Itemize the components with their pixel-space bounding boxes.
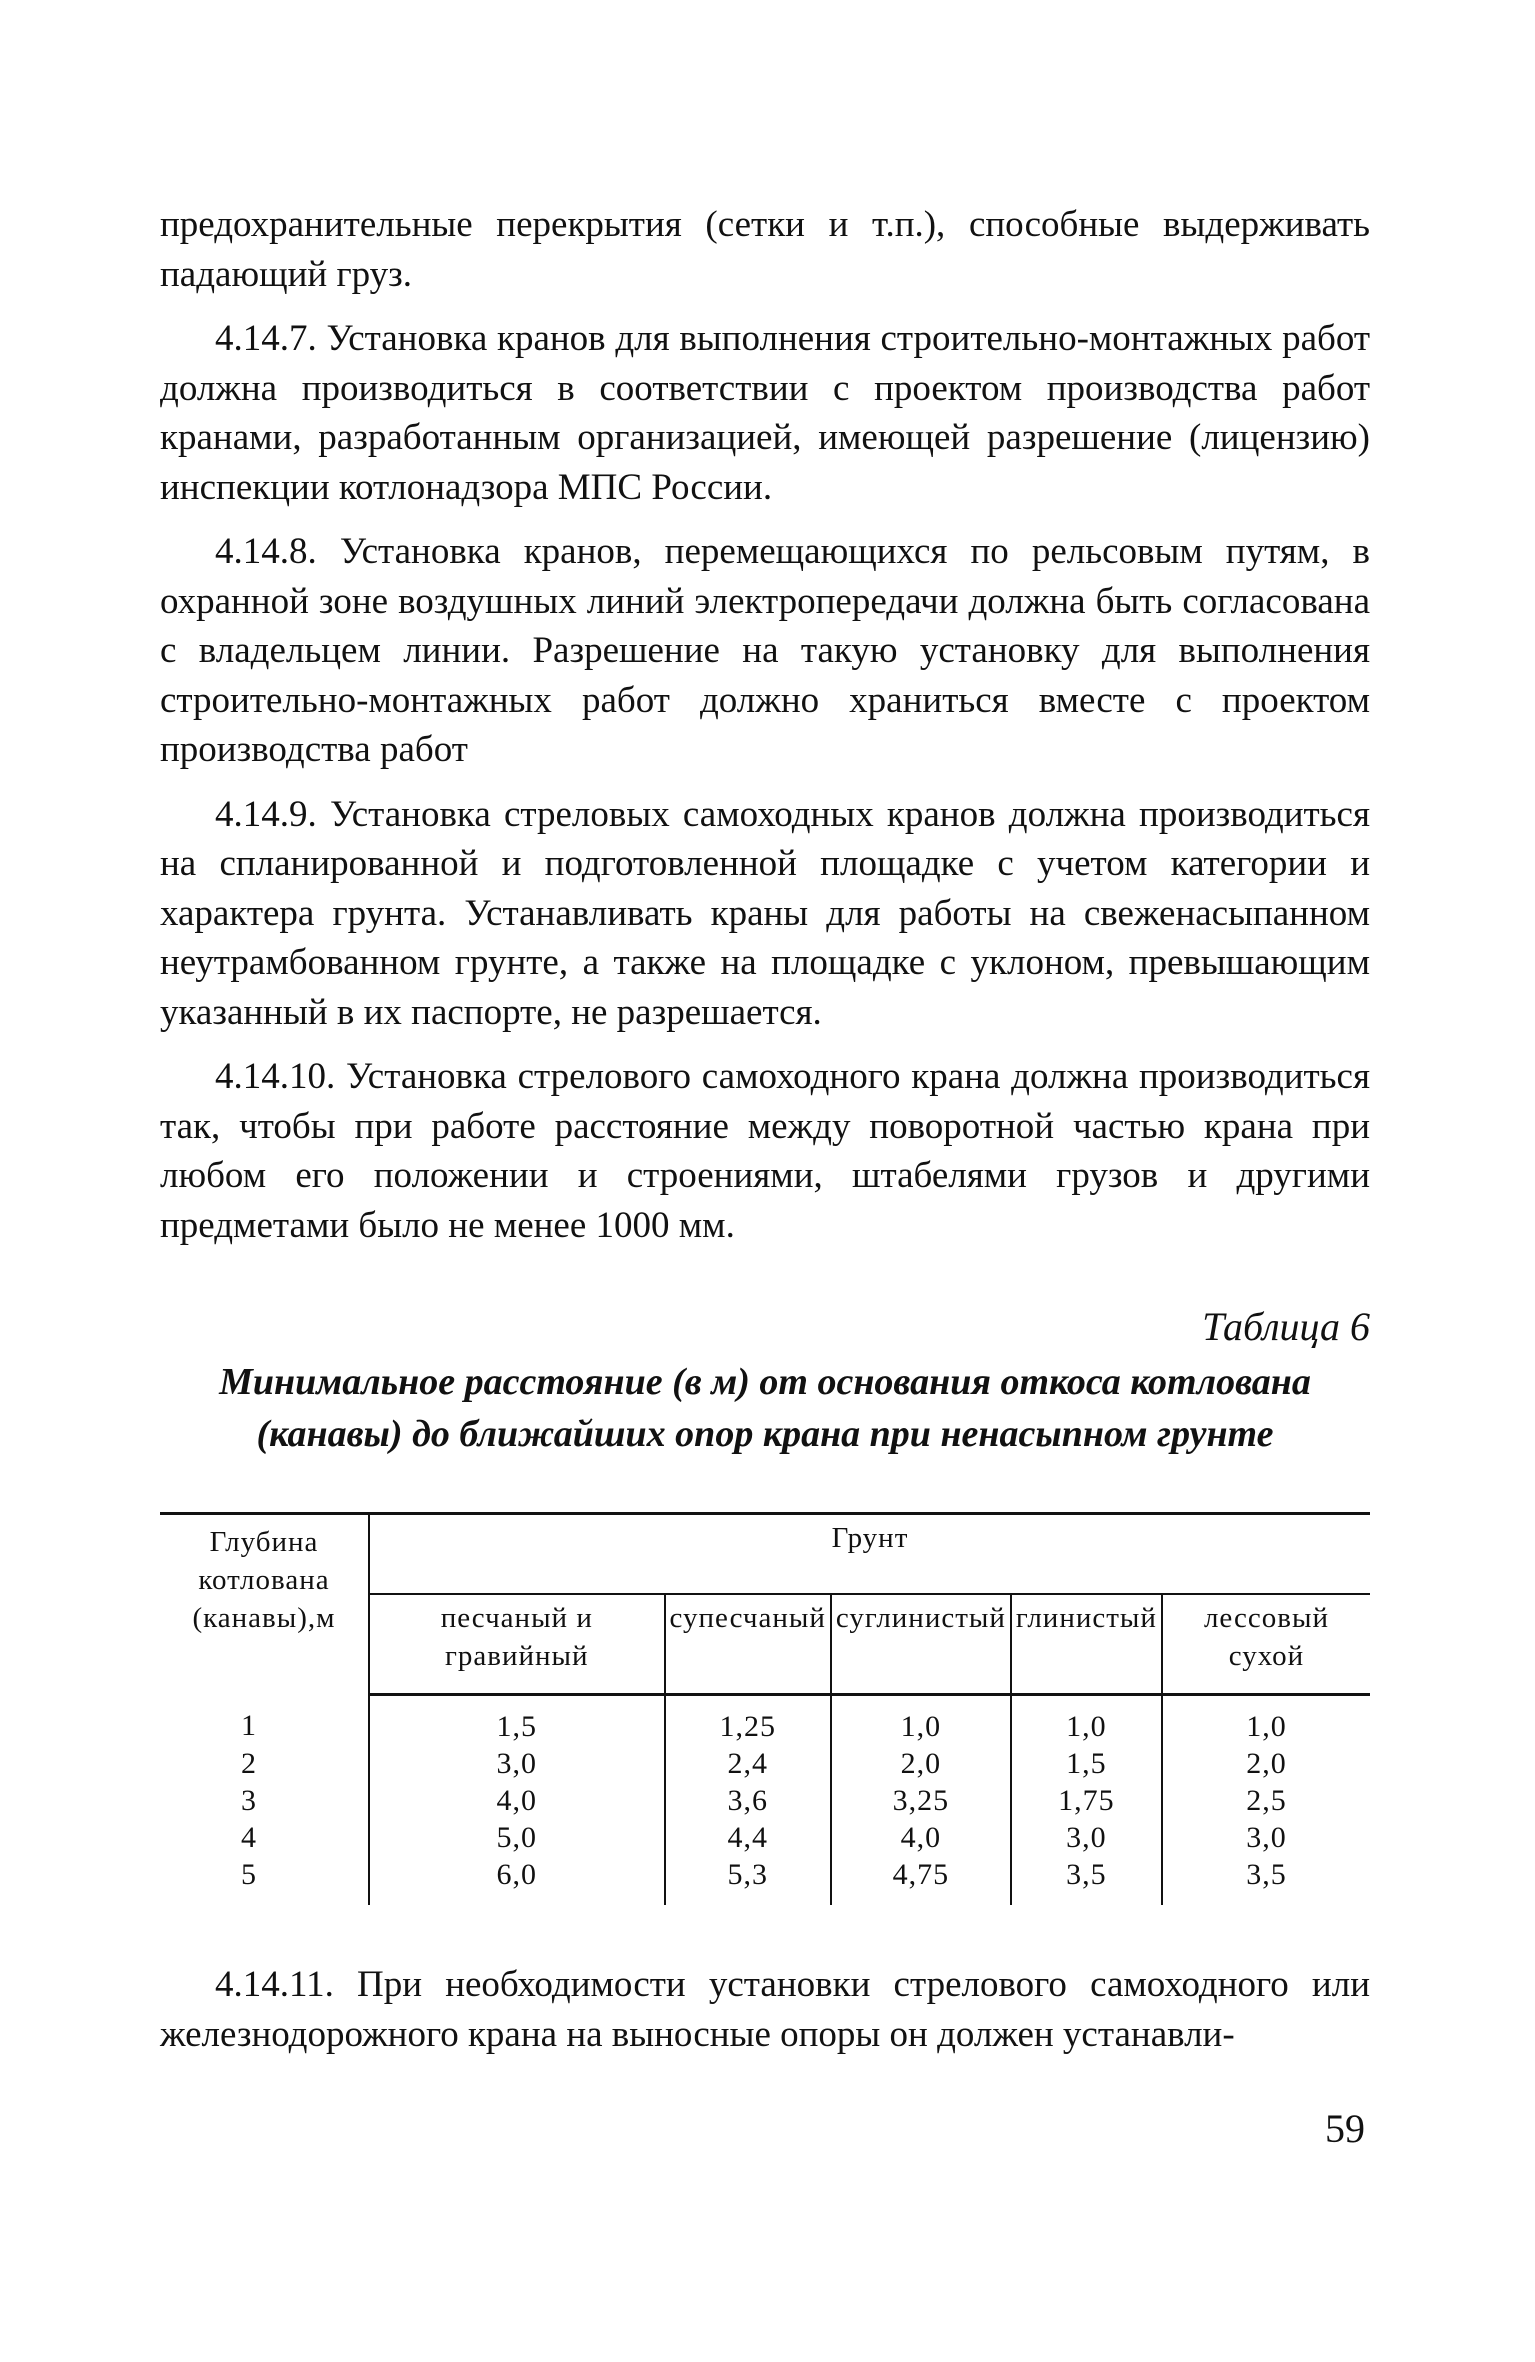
soil-type-header: суглинистый [831,1594,1011,1695]
depth-cell: 1 [241,1709,257,1743]
distance-cell: 5,0 [369,1819,665,1856]
soil-type-header: песчаный и гравийный [369,1594,665,1695]
distance-cell: 1,5 [1011,1745,1162,1782]
distance-table [160,1512,1370,1905]
table-caption: Таблица 6 [1202,1304,1370,1349]
paragraph: предохранительные перекрытия (сетки и т.п.), способные выдерживать падающий груз. [160,204,1370,295]
distance-cell: 3,5 [1162,1856,1370,1905]
distance-cell: 4,0 [369,1782,665,1819]
distance-cell: 1,5 [369,1695,665,1746]
distance-cell: 3,0 [369,1745,665,1782]
distance-cell: 3,0 [1162,1819,1370,1856]
distance-cell: 3,0 [1011,1819,1162,1856]
soil-group-header: Грунт [369,1514,1370,1595]
page-number: 59 [1325,2106,1365,2151]
distance-cell: 1,75 [1011,1782,1162,1819]
distance-cell: 4,4 [665,1819,831,1856]
distance-cell: 5,3 [665,1856,831,1905]
page-content [160,200,1370,2074]
distance-cell: 3,25 [831,1782,1011,1819]
distance-cell: 4,75 [831,1856,1011,1905]
table-body [160,1695,1370,1906]
table-row [160,1856,1370,1905]
body-text [160,200,1370,1250]
soil-type-header: супесчаный [665,1594,831,1695]
distance-cell: 2,0 [1162,1745,1370,1782]
depth-cell: 3 [241,1784,257,1817]
paragraph: 4.14.10. Установка стрелового самоходного крана должна производиться так, чтобы при работе расстояние между поворотной частью крана при любом его положении и строениями, штабелями грузов и другими предметами было не менее 1000 мм. [160,1056,1370,1246]
depth-column-header: Глубина котлована (канавы),м [160,1514,369,1695]
table-row [160,1782,1370,1819]
distance-cell: 6,0 [369,1856,665,1905]
depth-cell: 4 [241,1821,257,1854]
table-title: Минимальное расстояние (в м) от основания откоса котлована (канавы) до ближайших опор крана при ненасыпном грунте [219,1361,1311,1455]
paragraph-4-14-11: 4.14.11. При необходимости установки стрелового самоходного или железнодорожного крана на выносные опоры он должен устанавли- [160,1964,1370,2055]
distance-cell: 3,5 [1011,1856,1162,1905]
table-row [160,1745,1370,1782]
distance-cell: 1,0 [1162,1695,1370,1746]
distance-cell: 2,0 [831,1745,1011,1782]
soil-type-header: лессовый сухой [1162,1594,1370,1695]
paragraph: 4.14.7. Установка кранов для выполнения строительно-монтажных работ должна производиться в соответствии с проектом производства работ кранами, разработанным организацией, имеющей разрешение (лицензию) инспекции котлонадзора МПС России. [160,318,1370,508]
depth-cell: 2 [241,1747,257,1780]
distance-cell: 3,6 [665,1782,831,1819]
soil-type-header: глинистый [1011,1594,1162,1695]
paragraph: 4.14.8. Установка кранов, перемещающихся по рельсовым путям, в охранной зоне воздушных линий электропередачи должна быть согласована с владельцем линии. Разрешение на такую установку для выполнения строительно-монтажных работ должно храниться вместе с проектом производства работ [160,531,1370,770]
distance-cell: 2,5 [1162,1782,1370,1819]
distance-cell: 4,0 [831,1819,1011,1856]
distance-cell: 1,0 [1011,1695,1162,1746]
table-row [160,1819,1370,1856]
table-row [160,1695,1370,1746]
paragraph: 4.14.9. Установка стреловых самоходных кранов должна производиться на спланированной и подготовленной площадке с учетом категории и характера грунта. Устанавливать краны для работы на свеженасыпанном неутрамбованном грунте, а также на площадке с уклоном, превышающим указанный в их паспорте, не разрешается. [160,793,1370,1033]
distance-cell: 2,4 [665,1745,831,1782]
depth-cell: 5 [241,1858,257,1891]
distance-cell: 1,25 [665,1695,831,1746]
distance-cell: 1,0 [831,1695,1011,1746]
